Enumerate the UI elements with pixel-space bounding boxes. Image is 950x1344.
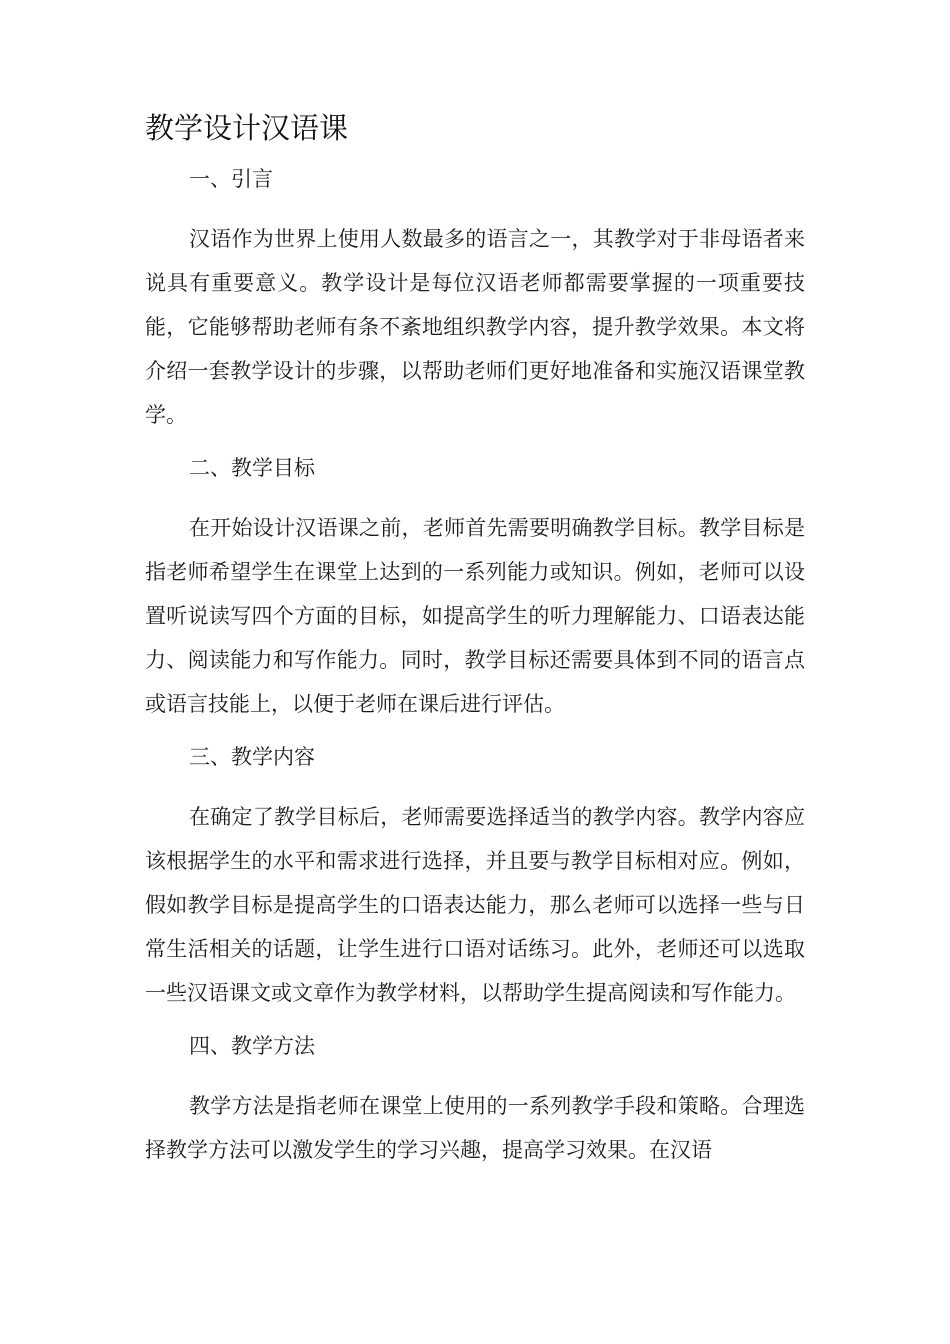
section-paragraph: 汉语作为世界上使用人数最多的语言之一，其教学对于非母语者来说具有重要意义。教学设计是每位汉语老师都需要掌握的一项重要技能，它能够帮助老师有条不紊地组织教学内容，提升教学效果。本文将介绍一套教学设计的步骤，以帮助老师们更好地准备和实施汉语课堂教学。: [145, 227, 805, 427]
section-teaching-methods: [145, 1031, 805, 1172]
section-heading: 一、引言: [189, 167, 273, 191]
section-introduction: [145, 164, 805, 437]
section-heading: 二、教学目标: [189, 456, 315, 480]
document-page: [145, 108, 805, 1188]
section-heading: 三、教学内容: [189, 745, 315, 769]
section-heading: 四、教学方法: [189, 1034, 315, 1058]
section-paragraph: 在开始设计汉语课之前，老师首先需要明确教学目标。教学目标是指老师希望学生在课堂上达到的一系列能力或知识。例如，老师可以设置听说读写四个方面的目标，如提高学生的听力理解能力、口语表达能力、阅读能力和写作能力。同时，教学目标还需要具体到不同的语言点或语言技能上，以便于老师在课后进行评估。: [145, 516, 805, 716]
document-title: 教学设计汉语课: [145, 111, 349, 145]
section-paragraph: 在确定了教学目标后，老师需要选择适当的教学内容。教学内容应该根据学生的水平和需求进行选择，并且要与教学目标相对应。例如，假如教学目标是提高学生的口语表达能力，那么老师可以选择一些与日常生活相关的话题，让学生进行口语对话练习。此外，老师还可以选取一些汉语课文或文章作为教学材料，以帮助学生提高阅读和写作能力。: [145, 805, 805, 1005]
section-paragraph: 教学方法是指老师在课堂上使用的一系列教学手段和策略。合理选择教学方法可以激发学生的学习兴趣，提高学习效果。在汉语: [145, 1094, 805, 1162]
section-teaching-content: [145, 742, 805, 1015]
section-teaching-goals: [145, 453, 805, 726]
